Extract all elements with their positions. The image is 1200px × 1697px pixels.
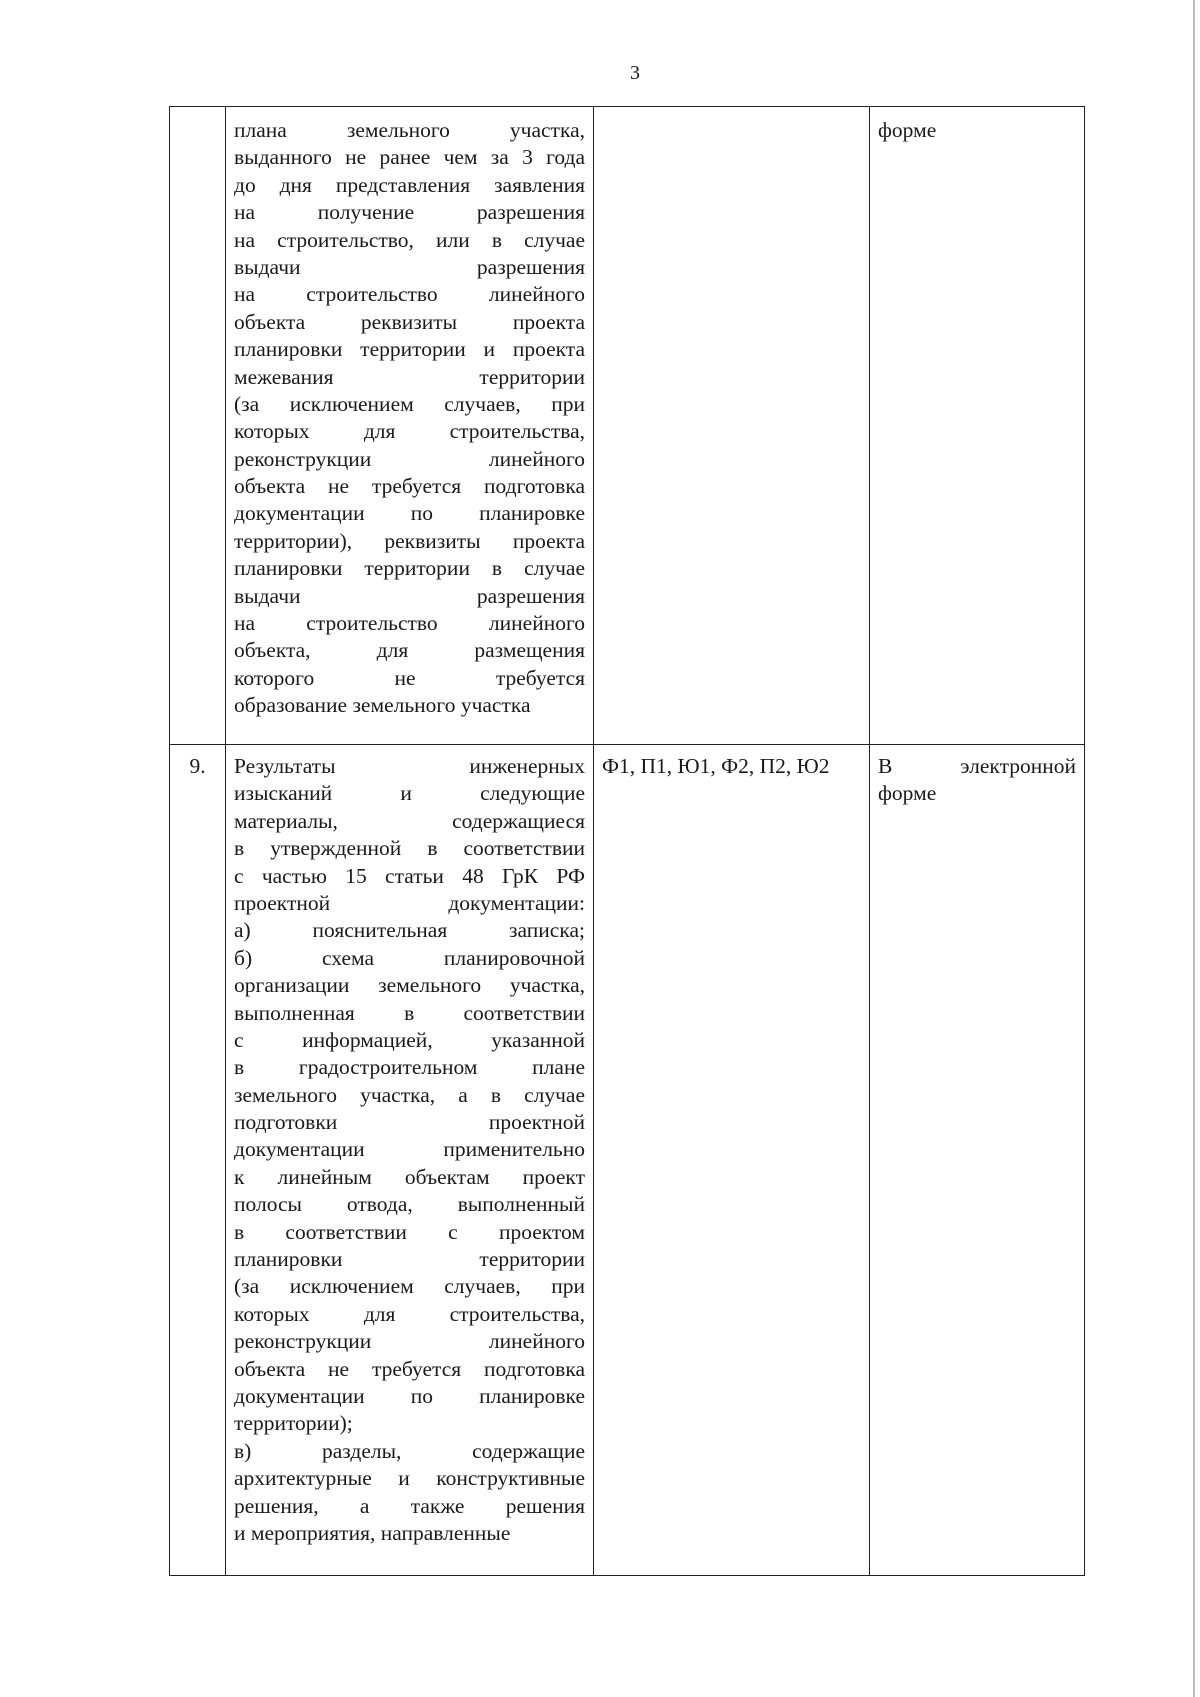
description-line: документации по планировке	[234, 501, 585, 526]
description-line: земельного участка, а в случае	[234, 1082, 585, 1107]
description-line: выдачи разрешения	[234, 254, 585, 279]
description-line: материалы, содержащиеся	[234, 808, 585, 833]
format-line: форме	[878, 118, 937, 142]
description-line: на получение разрешения	[234, 200, 585, 225]
applicant-codes-cell: Ф1, П1, Ю1, Ф2, П2, Ю2	[594, 745, 870, 1576]
description-line: в соответствии с проектом	[234, 1219, 585, 1244]
description-line: объекта не требуется подготовка	[234, 1356, 585, 1381]
description-line: архитектурные и конструктивные	[234, 1466, 585, 1491]
description-line: к линейным объектам проект	[234, 1164, 585, 1189]
description-line: территории), реквизиты проекта	[234, 528, 585, 553]
page-number: 3	[630, 62, 640, 84]
page-right-edge	[1193, 0, 1195, 1697]
description-line: б) схема планировочной	[234, 945, 585, 970]
description-line: в) разделы, содержащие	[234, 1438, 585, 1463]
description-line: изысканий и следующие	[234, 781, 585, 806]
row-number-cell: 9.	[170, 745, 226, 1576]
description-line: которого не требуется	[234, 665, 585, 690]
format-text	[878, 117, 1076, 144]
description-line: решения, а также решения	[234, 1493, 585, 1518]
format-text	[878, 753, 1076, 808]
description-line: (за исключением случаев, при	[234, 1274, 585, 1299]
description-line: на строительство линейного	[234, 282, 585, 307]
description-line: плана земельного участка,	[234, 118, 585, 142]
description-line: в утвержденной в соответствии	[234, 836, 585, 861]
description-line: которых для строительства,	[234, 1301, 585, 1326]
description-line: организации земельного участка,	[234, 973, 585, 998]
description-line: Результаты инженерных	[234, 754, 585, 778]
description-text	[234, 117, 585, 720]
description-line: объекта, для размещения	[234, 638, 585, 663]
description-line: планировки территории в случае	[234, 556, 585, 581]
description-line: планировки территории и проекта	[234, 337, 585, 362]
format-line: В электронной	[878, 754, 1076, 778]
description-line: документации по планировке	[234, 1383, 585, 1408]
description-line: и мероприятия, направленные	[234, 1520, 511, 1545]
description-line: объекта не требуется подготовка	[234, 474, 585, 499]
description-line: документации применительно	[234, 1137, 585, 1162]
description-line: планировки территории	[234, 1247, 585, 1272]
description-line: выданного не ранее чем за 3 года	[234, 145, 585, 170]
description-line: полосы отвода, выполненный	[234, 1192, 585, 1217]
description-line: с частью 15 статьи 48 ГрК РФ	[234, 863, 585, 888]
applicant-codes-cell	[594, 107, 870, 745]
description-line: до дня представления заявления	[234, 172, 585, 197]
description-line: проектной документации:	[234, 890, 585, 915]
description-line: подготовки проектной	[234, 1110, 585, 1135]
description-line: выполненная в соответствии	[234, 1000, 585, 1025]
description-line: реконструкции линейного	[234, 446, 585, 471]
format-cell	[870, 107, 1085, 745]
documents-table	[169, 106, 1085, 1576]
row-number-cell	[170, 107, 226, 745]
row-description-cell	[226, 107, 594, 745]
description-line: а) пояснительная записка;	[234, 918, 585, 943]
description-line: на строительство линейного	[234, 611, 585, 636]
description-line: объекта реквизиты проекта	[234, 309, 585, 334]
description-line: образование земельного участка	[234, 693, 531, 718]
description-line: которых для строительства,	[234, 419, 585, 444]
table-row	[170, 745, 1085, 1576]
table-row	[170, 107, 1085, 745]
description-line: территории);	[234, 1411, 353, 1436]
description-line: с информацией, указанной	[234, 1027, 585, 1052]
description-line: в градостроительном плане	[234, 1055, 585, 1080]
description-line: (за исключением случаев, при	[234, 391, 585, 416]
row-description-cell	[226, 745, 594, 1576]
description-text	[234, 753, 585, 1547]
format-cell	[870, 745, 1085, 1576]
description-line: межевания территории	[234, 364, 585, 389]
description-line: на строительство, или в случае	[234, 227, 585, 252]
format-line: форме	[878, 781, 937, 806]
description-line: выдачи разрешения	[234, 583, 585, 608]
description-line: реконструкции линейного	[234, 1329, 585, 1354]
